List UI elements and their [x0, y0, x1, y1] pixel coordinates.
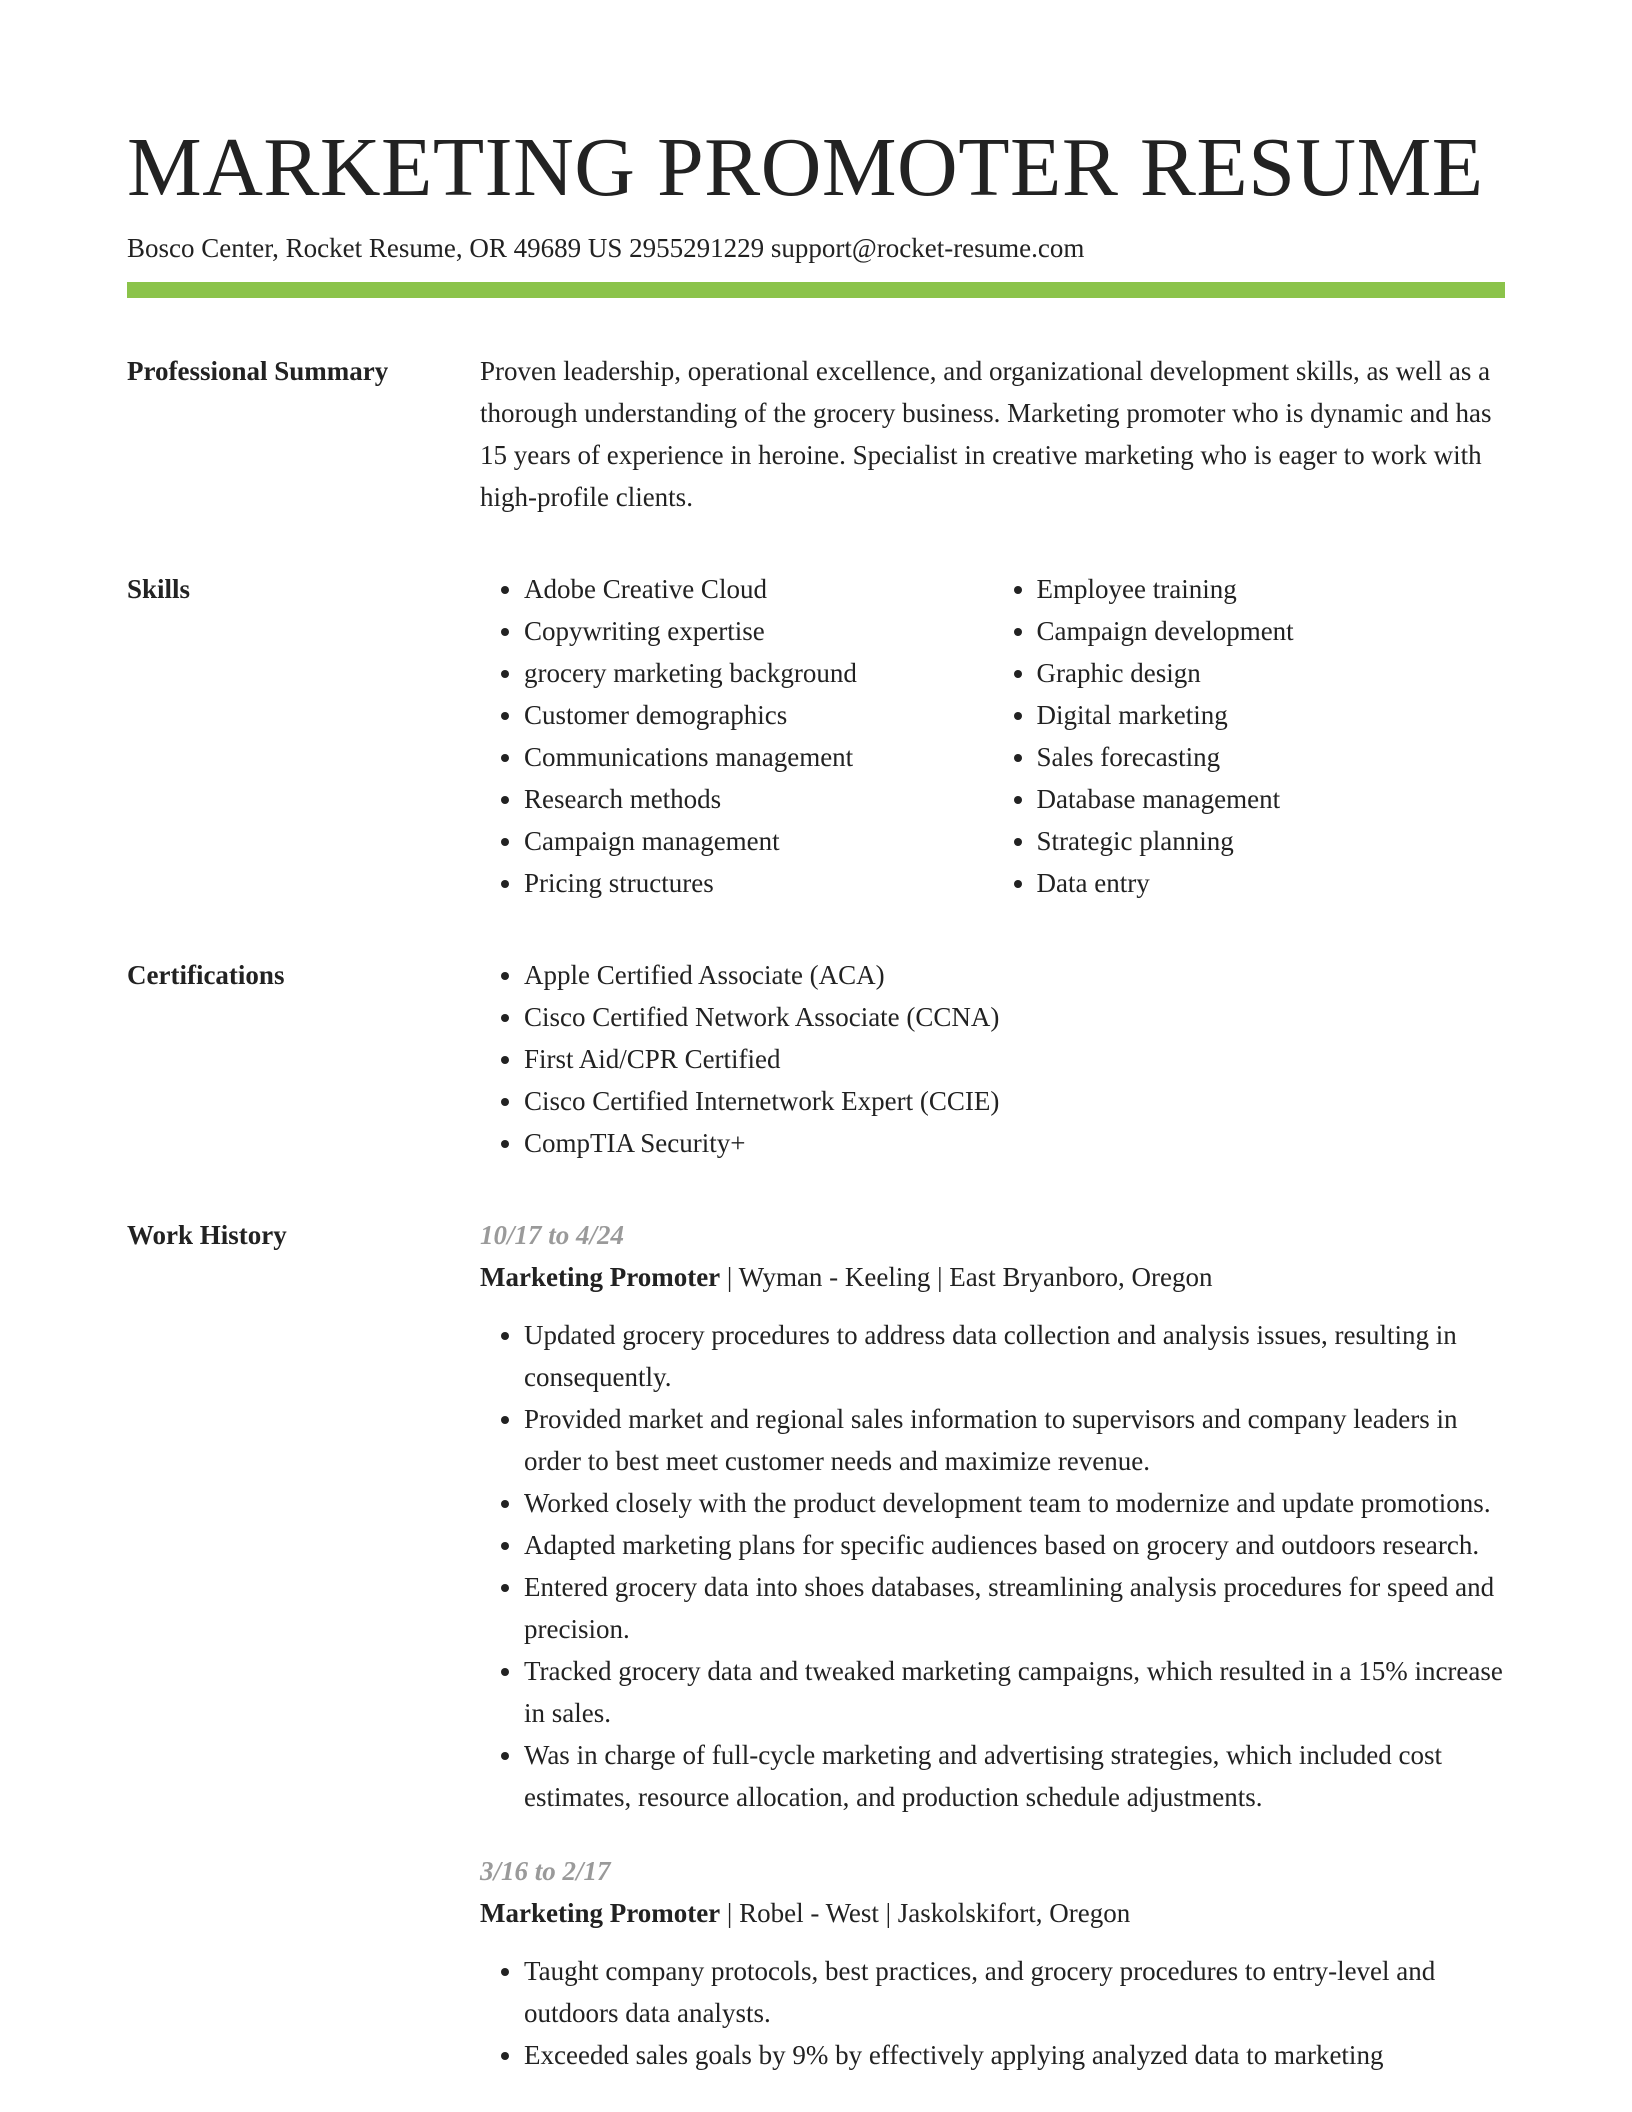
job-bullets: [480, 1950, 1505, 2076]
skills-section: [127, 568, 1505, 904]
list-item: • Exceeded sales goals by 9% by effectively applying analyzed data to marketing: [524, 2034, 1505, 2076]
job-title: Marketing Promoter: [480, 1262, 721, 1292]
skills-list-left: [480, 568, 993, 904]
accent-divider: [127, 282, 1505, 298]
job-dates: 3/16 to 2/17: [480, 1856, 611, 1886]
list-item: • Entered grocery data into shoes databases, streamlining analysis procedures for speed and precision.: [524, 1566, 1505, 1650]
job-employer-location: | Robel - West | Jaskolskifort, Oregon: [720, 1898, 1131, 1928]
list-item: • Taught company protocols, best practices, and grocery procedures to entry-level and outdoors data analysts.: [524, 1950, 1505, 2034]
list-item: • Communications management: [524, 736, 993, 778]
list-item: • Research methods: [524, 778, 993, 820]
list-item: • Database management: [1037, 778, 1506, 820]
list-item: • Campaign development: [1037, 610, 1506, 652]
job-title: Marketing Promoter: [480, 1898, 721, 1928]
list-item: • Employee training: [1037, 568, 1506, 610]
certifications-heading: Certifications: [127, 960, 285, 990]
list-item: • Provided market and regional sales information to supervisors and company leaders in order to best meet customer needs and maximize revenue.: [524, 1398, 1505, 1482]
job-entry: [480, 1214, 1505, 1818]
job-header: [480, 1256, 1505, 1298]
list-item: • Cisco Certified Network Associate (CCNA): [524, 996, 1505, 1038]
list-item: • Copywriting expertise: [524, 610, 993, 652]
skills-heading: Skills: [127, 574, 191, 604]
list-item: • Adapted marketing plans for specific audiences based on grocery and outdoors research.: [524, 1524, 1505, 1566]
skills-list-right: [993, 568, 1506, 904]
job-entry: [480, 1850, 1505, 2076]
job-header: [480, 1892, 1505, 1934]
list-item: • Adobe Creative Cloud: [524, 568, 993, 610]
certifications-list: [480, 954, 1505, 1164]
list-item: • First Aid/CPR Certified: [524, 1038, 1505, 1080]
list-item: • Was in charge of full-cycle marketing and advertising strategies, which included cost estimates, resource allocation, and production schedule adjustments.: [524, 1734, 1505, 1818]
list-item: • Tracked grocery data and tweaked marketing campaigns, which resulted in a 15% increase in sales.: [524, 1650, 1505, 1734]
job-dates: 10/17 to 4/24: [480, 1220, 625, 1250]
list-item: • Strategic planning: [1037, 820, 1506, 862]
certifications-section: [127, 954, 1505, 1164]
list-item: • Graphic design: [1037, 652, 1506, 694]
summary-text: Proven leadership, operational excellence, and organizational development skills, as well as a thorough understanding of the grocery business. Marketing promoter who is dynamic and has 15 years of experience in heroine. Specialist in creative marketing who is eager to work with high-profile clients.: [480, 356, 1492, 512]
work-history-heading: Work History: [127, 1220, 287, 1250]
list-item: • CompTIA Security+: [524, 1122, 1505, 1164]
job-employer-location: | Wyman - Keeling | East Bryanboro, Oregon: [720, 1262, 1213, 1292]
list-item: • Customer demographics: [524, 694, 993, 736]
list-item: • Digital marketing: [1037, 694, 1506, 736]
resume-title: MARKETING PROMOTER RESUME: [127, 121, 1484, 214]
list-item: • grocery marketing background: [524, 652, 993, 694]
list-item: • Apple Certified Associate (ACA): [524, 954, 1505, 996]
work-history-section: [127, 1214, 1505, 2076]
list-item: • Data entry: [1037, 862, 1506, 904]
job-bullets: [480, 1314, 1505, 1818]
list-item: • Cisco Certified Internetwork Expert (CCIE): [524, 1080, 1505, 1122]
list-item: • Pricing structures: [524, 862, 993, 904]
contact-line: Bosco Center, Rocket Resume, OR 49689 US 2955291229 support@rocket-resume.com: [127, 233, 1085, 263]
list-item: • Sales forecasting: [1037, 736, 1506, 778]
summary-heading: Professional Summary: [127, 356, 389, 386]
list-item: • Updated grocery procedures to address data collection and analysis issues, resulting in consequently.: [524, 1314, 1505, 1398]
summary-section: [127, 350, 1505, 518]
list-item: • Campaign management: [524, 820, 993, 862]
list-item: • Worked closely with the product development team to modernize and update promotions.: [524, 1482, 1505, 1524]
